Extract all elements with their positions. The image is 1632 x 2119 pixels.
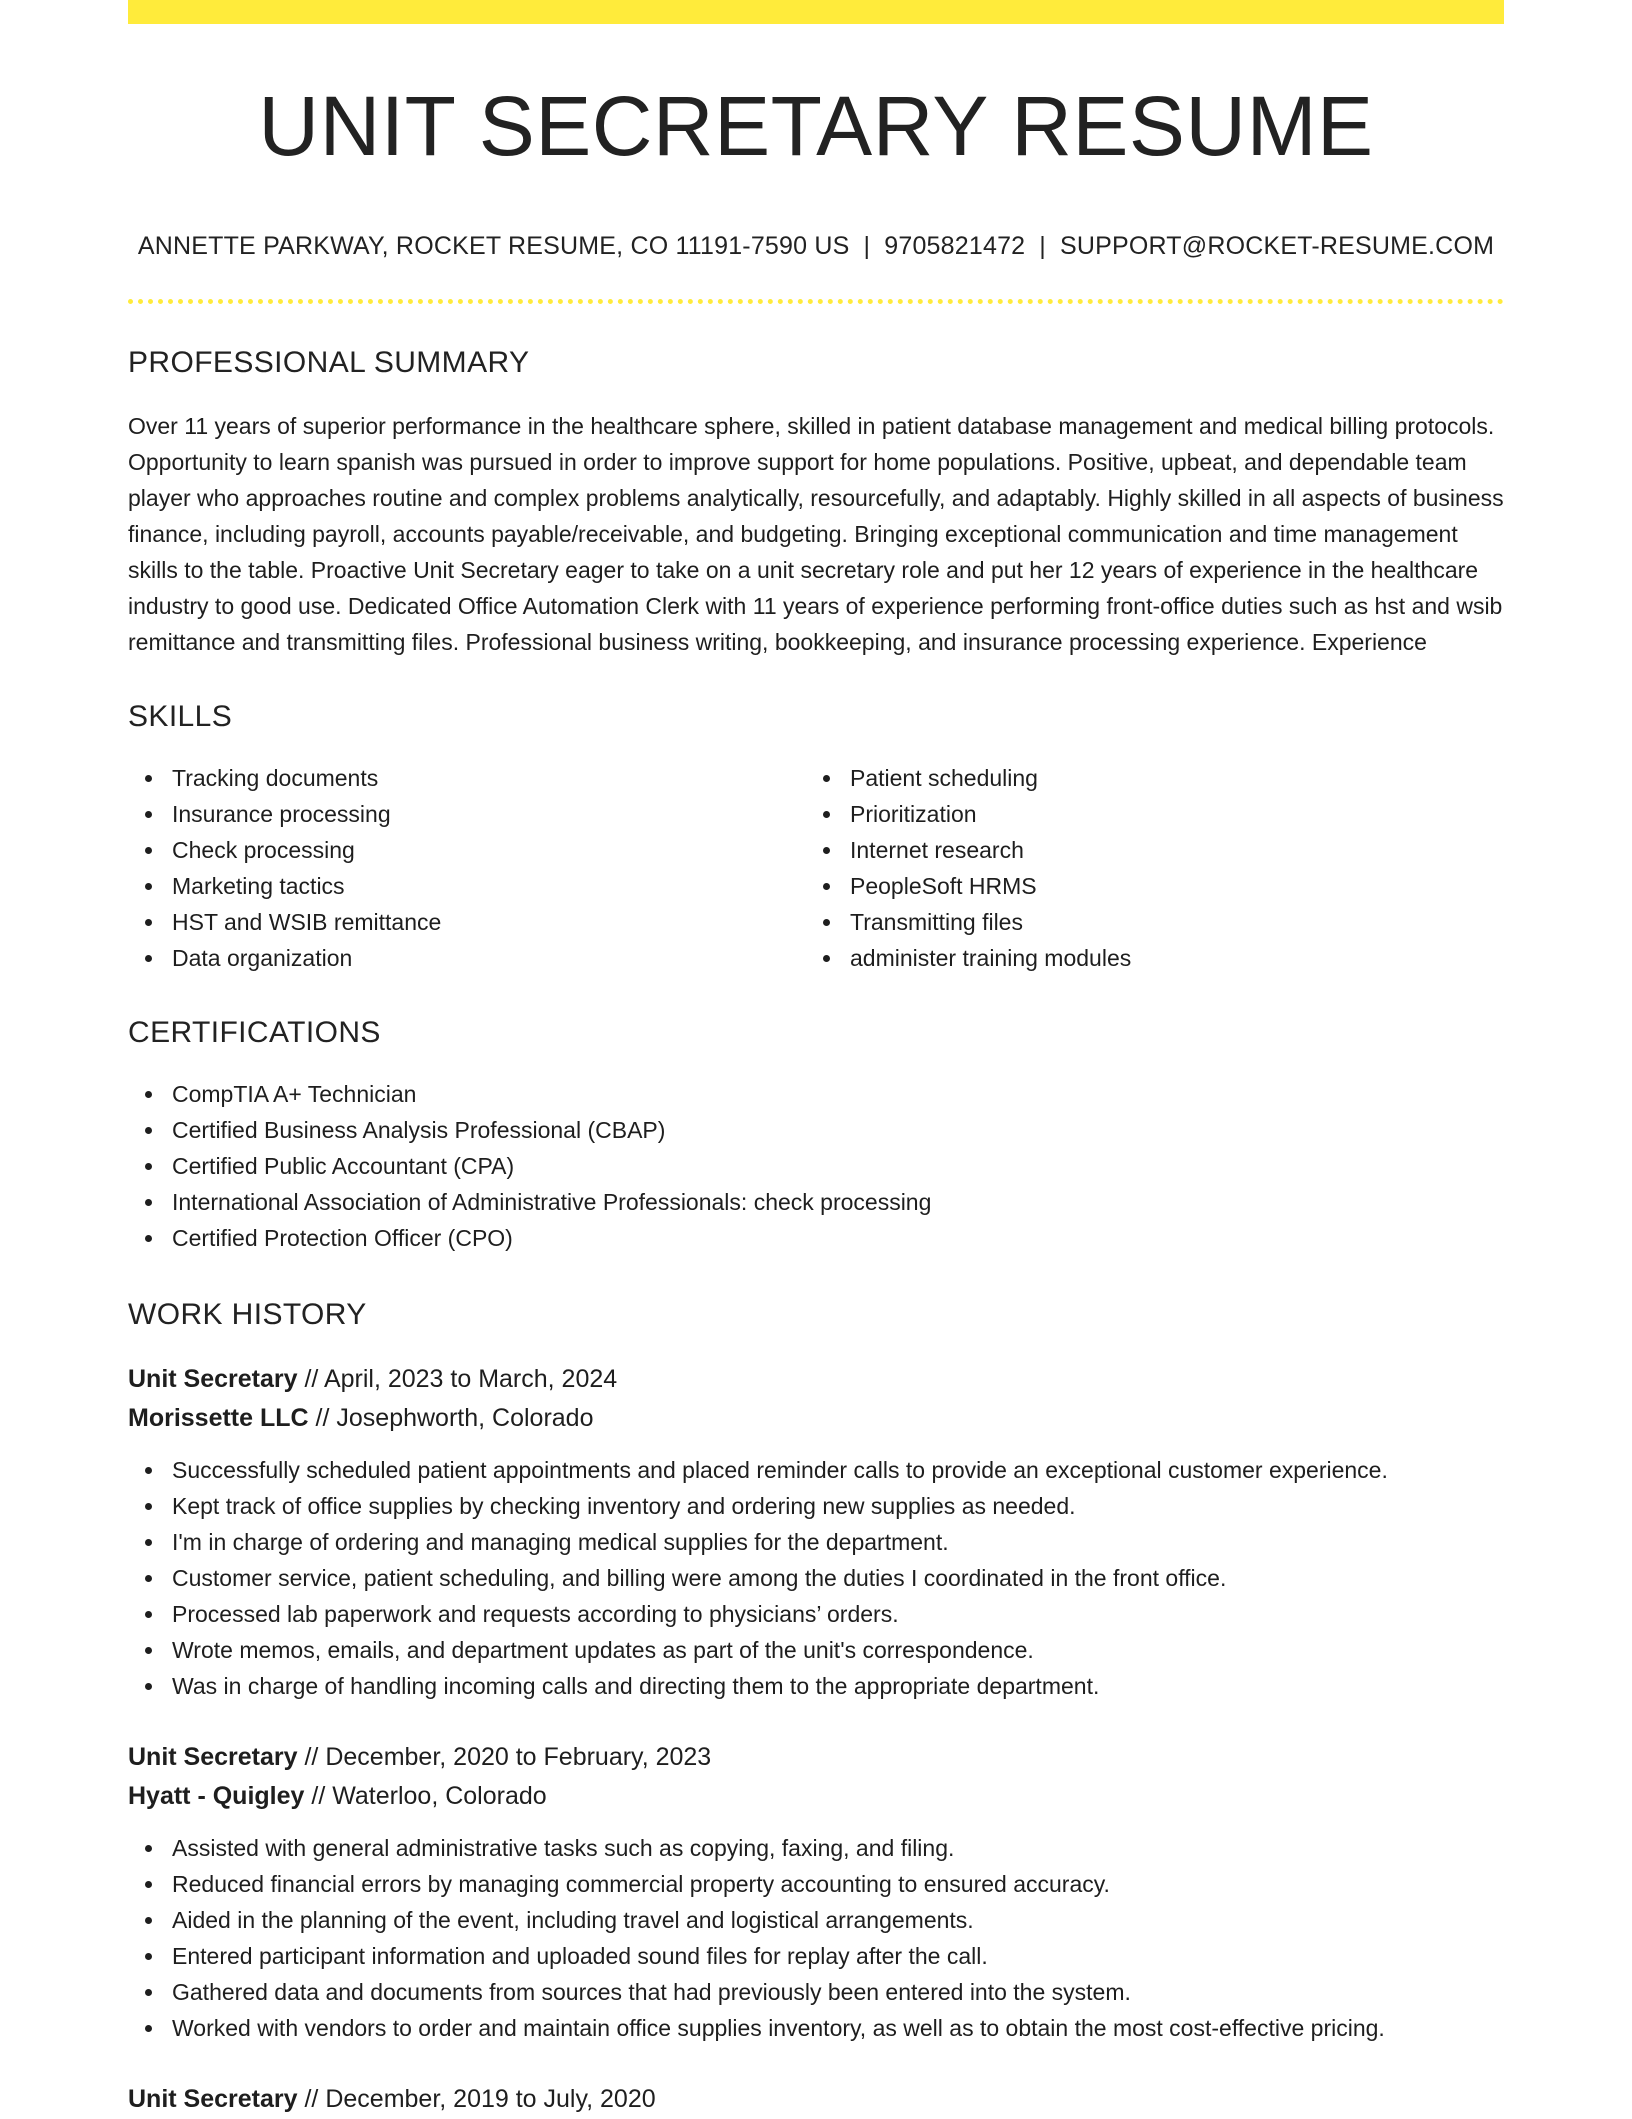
job-bullet: Worked with vendors to order and maintain office supplies inventory, as well as to obtain the most cost-effective pricing. <box>128 2010 1504 2046</box>
accent-top-bar <box>128 0 1504 24</box>
job-location: Josephworth, Colorado <box>336 1404 594 1433</box>
job-bullet: Entered participant information and uploaded sound files for replay after the call. <box>128 1938 1504 1974</box>
job-location: Waterloo, Colorado <box>332 1782 547 1811</box>
job-company-line <box>128 1777 1504 1816</box>
contact-address: ANNETTE PARKWAY, ROCKET RESUME, CO 11191-7590 US <box>137 232 850 261</box>
job-dates: December, 2019 to July, 2020 <box>325 2085 656 2114</box>
date-separator: // <box>297 1743 326 1772</box>
job-title: Unit Secretary <box>128 1743 298 1772</box>
job-company: Hyatt - Quigley <box>128 1782 305 1811</box>
certification-item: Certified Public Accountant (CPA) <box>128 1148 1504 1184</box>
date-separator: // <box>297 2085 326 2114</box>
job-title: Unit Secretary <box>128 1365 298 1394</box>
certification-item: CompTIA A+ Technician <box>128 1076 1504 1112</box>
skill-item: Marketing tactics <box>128 868 806 904</box>
job-title-line <box>128 2080 1504 2119</box>
dotted-divider <box>128 299 1504 304</box>
job-dates: April, 2023 to March, 2024 <box>323 1365 618 1394</box>
job-bullet: Processed lab paperwork and requests according to physicians’ orders. <box>128 1596 1504 1632</box>
summary-heading: PROFESSIONAL SUMMARY <box>128 346 530 380</box>
skill-item: Prioritization <box>806 796 1484 832</box>
job-company-line <box>128 1399 1504 1438</box>
summary-section <box>128 346 1504 660</box>
skill-item: Check processing <box>128 832 806 868</box>
skill-item: Internet research <box>806 832 1484 868</box>
certification-item: International Association of Administrative Professionals: check processing <box>128 1184 1504 1220</box>
job-responsibilities <box>128 1830 1504 2046</box>
contact-line <box>128 232 1504 261</box>
skills-grid <box>128 760 1504 976</box>
job-entry <box>128 1738 1504 2046</box>
certifications-heading: CERTIFICATIONS <box>128 1016 381 1050</box>
skill-item: HST and WSIB remittance <box>128 904 806 940</box>
job-title-line <box>128 1360 1504 1399</box>
skill-item: Insurance processing <box>128 796 806 832</box>
certifications-list <box>128 1076 1504 1256</box>
job-entry <box>128 1360 1504 1704</box>
job-title: Unit Secretary <box>128 2085 298 2114</box>
location-separator: // <box>304 1782 333 1811</box>
work-history-heading: WORK HISTORY <box>128 1298 367 1332</box>
job-title-line <box>128 1738 1504 1777</box>
job-entry <box>128 2080 1504 2119</box>
job-bullet: Was in charge of handling incoming calls and directing them to the appropriate department. <box>128 1668 1504 1704</box>
certifications-section <box>128 1016 1504 1256</box>
job-bullet: Kept track of office supplies by checking inventory and ordering new supplies as needed. <box>128 1488 1504 1524</box>
skills-list-right <box>806 760 1484 976</box>
certification-item: Certified Business Analysis Professional (CBAP) <box>128 1112 1504 1148</box>
jobs-container <box>128 1360 1504 2119</box>
job-bullet: Customer service, patient scheduling, and billing were among the duties I coordinated in the front office. <box>128 1560 1504 1596</box>
skill-item: Tracking documents <box>128 760 806 796</box>
job-bullet: Reduced financial errors by managing commercial property accounting to ensured accuracy. <box>128 1866 1504 1902</box>
skill-item: Patient scheduling <box>806 760 1484 796</box>
job-bullet: Aided in the planning of the event, including travel and logistical arrangements. <box>128 1902 1504 1938</box>
certification-item: Certified Protection Officer (CPO) <box>128 1220 1504 1256</box>
skill-item: Transmitting files <box>806 904 1484 940</box>
contact-separator: | <box>1039 232 1046 261</box>
contact-separator: | <box>863 232 871 261</box>
summary-text: Over 11 years of superior performance in the healthcare sphere, skilled in patient database management and medical billing protocols. Opportunity to learn spanish was pursued in order to improve support for home populations. Positive, upbeat, and dependable team player who approaches routine and complex problems analytically, resourcefully, and adaptably. Highly skilled in all aspects of business finance, including payroll, accounts payable/receivable, and budgeting. Bringing exceptional communication and time management skills to the table. Proactive Unit Secretary eager to take on a unit secretary role and put her 12 years of experience in the healthcare industry to good use. Dedicated Office Automation Clerk with 11 years of experience performing front-office duties such as hst and wsib remittance and transmitting files. Professional business writing, bookkeeping, and insurance processing experience. Experience <box>128 413 1504 656</box>
job-dates: December, 2020 to February, 2023 <box>325 1743 712 1772</box>
resume-page <box>128 0 1504 2119</box>
skills-heading: SKILLS <box>128 700 233 734</box>
location-separator: // <box>308 1404 337 1433</box>
skills-list-left <box>128 760 806 976</box>
skills-section <box>128 700 1504 976</box>
job-company: Morissette LLC <box>128 1404 309 1433</box>
contact-email: SUPPORT@ROCKET-RESUME.COM <box>1059 232 1495 261</box>
job-bullet: Successfully scheduled patient appointments and placed reminder calls to provide an exceptional customer experience. <box>128 1452 1504 1488</box>
job-bullet: Gathered data and documents from sources that had previously been entered into the system. <box>128 1974 1504 2010</box>
job-responsibilities <box>128 1452 1504 1704</box>
work-history-section <box>128 1298 1504 2119</box>
skill-item: PeopleSoft HRMS <box>806 868 1484 904</box>
skill-item: administer training modules <box>806 940 1484 976</box>
job-bullet: I'm in charge of ordering and managing medical supplies for the department. <box>128 1524 1504 1560</box>
skill-item: Data organization <box>128 940 806 976</box>
job-bullet: Wrote memos, emails, and department updates as part of the unit's correspondence. <box>128 1632 1504 1668</box>
job-bullet: Assisted with general administrative tasks such as copying, faxing, and filing. <box>128 1830 1504 1866</box>
date-separator: // <box>297 1365 324 1394</box>
contact-phone: 9705821472 <box>884 232 1026 261</box>
page-title: UNIT SECRETARY RESUME <box>258 79 1374 173</box>
